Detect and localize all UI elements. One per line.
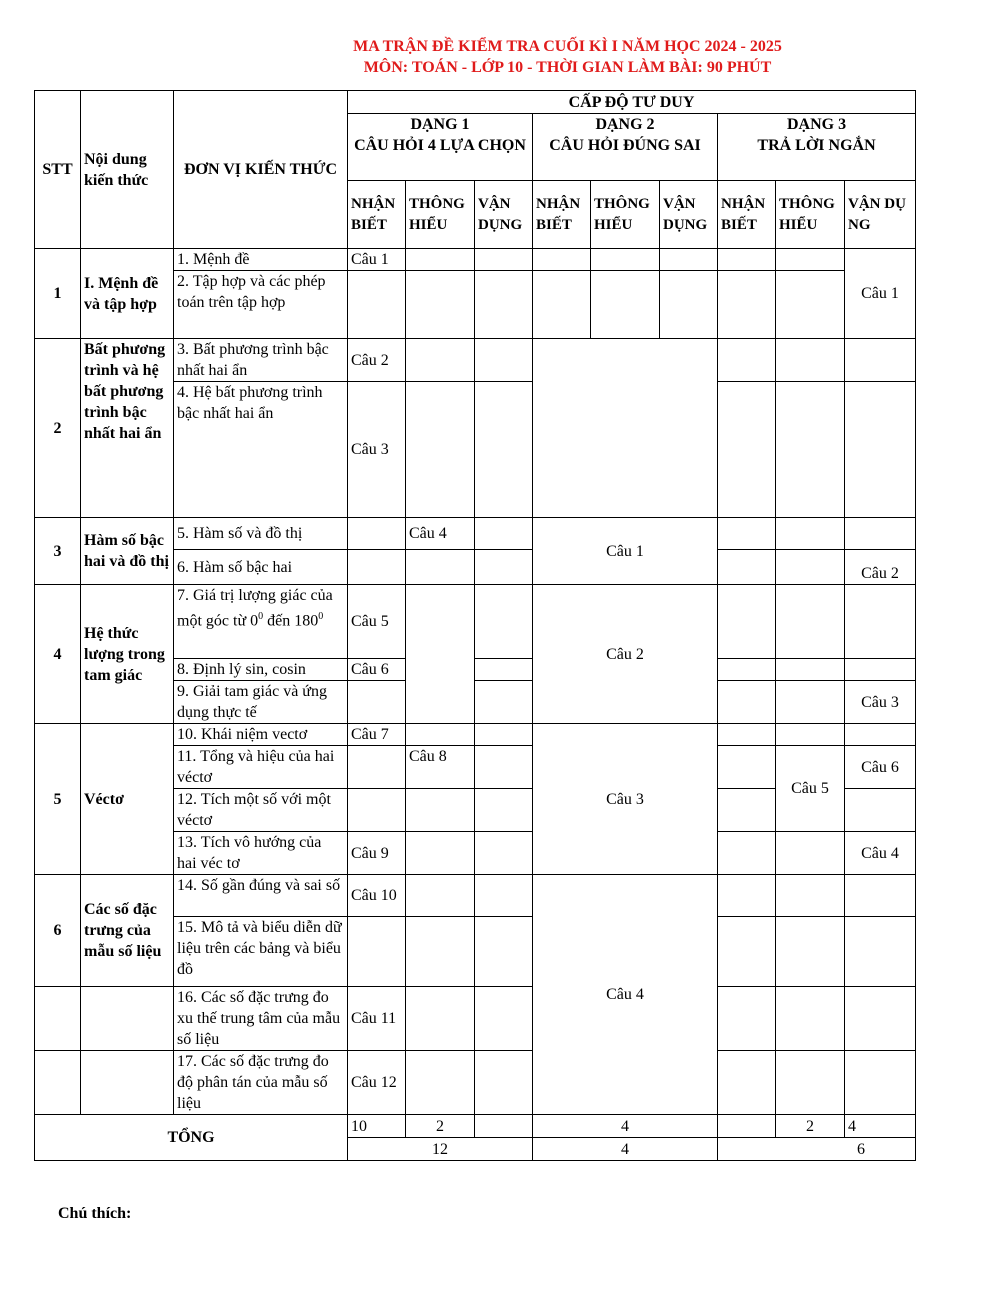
question-cell: Câu 2 (348, 339, 406, 382)
question-cell: Câu 3 (348, 382, 406, 518)
section-no: 6 (35, 875, 81, 987)
unit-label: 8. Định lý sin, cosin (174, 659, 348, 681)
table-row (35, 518, 916, 550)
unit-label: 11. Tổng và hiệu của hai véctơ (174, 746, 348, 789)
unit-label: 5. Hàm số và đồ thị (174, 518, 348, 550)
section-name: Véctơ (81, 724, 174, 875)
total-value: 4 (533, 1115, 718, 1138)
section-name: Bất phương trình và hệ bất phương trình bậc nhất hai ẩn (81, 339, 174, 518)
total-label: TỔNG (35, 1115, 348, 1161)
exam-matrix-table (34, 90, 916, 1161)
unit-label: 6. Hàm số bậc hai (174, 550, 348, 585)
dang3-subtitle: TRẢ LỜI NGẮN (757, 137, 876, 154)
d3-nhan-biet: NHẬN BIẾT (718, 181, 776, 249)
total-value: 2 (406, 1115, 475, 1138)
degree-sup: 0 (318, 611, 324, 622)
question-cell: Câu 4 (845, 832, 916, 875)
unit-label: 9. Giải tam giác và ứng dụng thực tế (174, 681, 348, 724)
total-value: 2 (776, 1115, 845, 1138)
table-row (35, 987, 916, 1051)
unit-label: 2. Tập hợp và các phép toán trên tập hợp (174, 271, 348, 339)
question-cell: Câu 4 (406, 518, 475, 550)
question-cell: Câu 7 (348, 724, 406, 746)
unit-label (174, 585, 348, 659)
section-no: 4 (35, 585, 81, 724)
total-value: 10 (348, 1115, 406, 1138)
question-cell: Câu 5 (776, 746, 845, 832)
table-row (35, 1051, 916, 1115)
total-sum: 4 (533, 1138, 718, 1161)
section-name: Hàm số bậc hai và đồ thị (81, 518, 174, 585)
table-row (35, 249, 916, 271)
total-row (35, 1115, 916, 1138)
question-cell: Câu 11 (348, 987, 406, 1051)
unit-label: 3. Bất phương trình bậc nhất hai ẩn (174, 339, 348, 382)
dang3-title: DẠNG 3 (786, 116, 847, 133)
question-cell: Câu 1 (845, 249, 916, 339)
unit-label: 16. Các số đặc trưng đo xu thế trung tâm của mẫu số liệu (174, 987, 348, 1051)
table-row (35, 585, 916, 659)
section-no: 2 (35, 339, 81, 518)
d3-van-dung: VẬN DỤNG (845, 181, 916, 249)
question-cell: Câu 3 (845, 681, 916, 724)
question-cell: Câu 2 (533, 585, 718, 724)
col-stt: STT (35, 91, 81, 249)
unit-label: 4. Hệ bất phương trình bậc nhất hai ẩn (174, 382, 348, 518)
unit-label: 12. Tích một số với một véctơ (174, 789, 348, 832)
question-cell: Câu 9 (348, 832, 406, 875)
total-sum: 6 (718, 1138, 916, 1161)
question-cell: Câu 6 (348, 659, 406, 681)
d1-thong-hieu: THÔNG HIỂU (406, 181, 475, 249)
title-line-2: MÔN: TOÁN - LỚP 10 - THỜI GIAN LÀM BÀI: 90 PHÚT (363, 59, 772, 76)
section-name: Hệ thức lượng trong tam giác (81, 585, 174, 724)
question-cell: Câu 6 (845, 746, 916, 789)
d1-nhan-biet: NHẬN BIẾT (348, 181, 406, 249)
unit-label: 15. Mô tả và biểu diễn dữ liệu trên các bảng và biểu đồ (174, 917, 348, 987)
question-cell: Câu 2 (845, 550, 916, 585)
col-level: CẤP ĐỘ TƯ DUY (348, 91, 916, 114)
col-dang3 (718, 114, 916, 181)
d2-van-dung: VẬN DỤNG (660, 181, 718, 249)
d2-nhan-biet: NHẬN BIẾT (533, 181, 591, 249)
question-cell: Câu 8 (406, 746, 475, 789)
d3-thong-hieu: THÔNG HIỂU (776, 181, 845, 249)
question-cell: Câu 10 (348, 875, 406, 917)
question-cell: Câu 1 (533, 518, 718, 585)
section-no: 3 (35, 518, 81, 585)
unit-label: 14. Số gần đúng và sai số (174, 875, 348, 917)
dang2-subtitle: CÂU HỎI ĐÚNG SAI (549, 137, 701, 154)
footnote-label: Chú thích: (58, 1205, 132, 1222)
col-unit: ĐƠN VỊ KIẾN THỨC (174, 91, 348, 249)
title-line-1: MA TRẬN ĐỀ KIỂM TRA CUỐI KÌ I NĂM HỌC 2024 - 2025 (353, 38, 782, 55)
section-name: I. Mệnh đề và tập hợp (81, 249, 174, 339)
table-row (35, 875, 916, 917)
unit-label: 1. Mệnh đề (174, 249, 348, 271)
dang1-title: DẠNG 1 (410, 116, 470, 133)
total-value: 4 (845, 1115, 916, 1138)
degree-sup: 0 (258, 611, 264, 622)
d2-thong-hieu: THÔNG HIỂU (591, 181, 660, 249)
table-row (35, 724, 916, 746)
dang1-subtitle: CÂU HỎI 4 LỰA CHỌN (354, 137, 526, 154)
question-cell: Câu 4 (533, 875, 718, 1115)
unit-label: 17. Các số đặc trưng đo độ phân tán của mẫu số liệu (174, 1051, 348, 1115)
document-title (0, 36, 1000, 78)
section-name: Các số đặc trưng của mẫu số liệu (81, 875, 174, 987)
question-cell: Câu 1 (348, 249, 406, 271)
unit-label-part: 7. Giá trị lượng giác của một góc từ 0 (177, 587, 333, 630)
empty-cell (533, 339, 718, 518)
dang2-title: DẠNG 2 (595, 116, 655, 133)
question-cell: Câu 5 (348, 585, 406, 659)
section-no: 5 (35, 724, 81, 875)
col-dang1 (348, 114, 533, 181)
question-cell: Câu 3 (533, 724, 718, 875)
d1-van-dung: VẬN DỤNG (475, 181, 533, 249)
unit-label-part: đến 180 (267, 612, 319, 630)
total-sum: 12 (348, 1138, 533, 1161)
section-no: 1 (35, 249, 81, 339)
empty-cell (406, 585, 475, 724)
col-content: Nội dung kiến thức (81, 91, 174, 249)
table-row (35, 339, 916, 382)
unit-label: 10. Khái niệm vectơ (174, 724, 348, 746)
question-cell: Câu 12 (348, 1051, 406, 1115)
col-dang2 (533, 114, 718, 181)
unit-label: 13. Tích vô hướng của hai véc tơ (174, 832, 348, 875)
